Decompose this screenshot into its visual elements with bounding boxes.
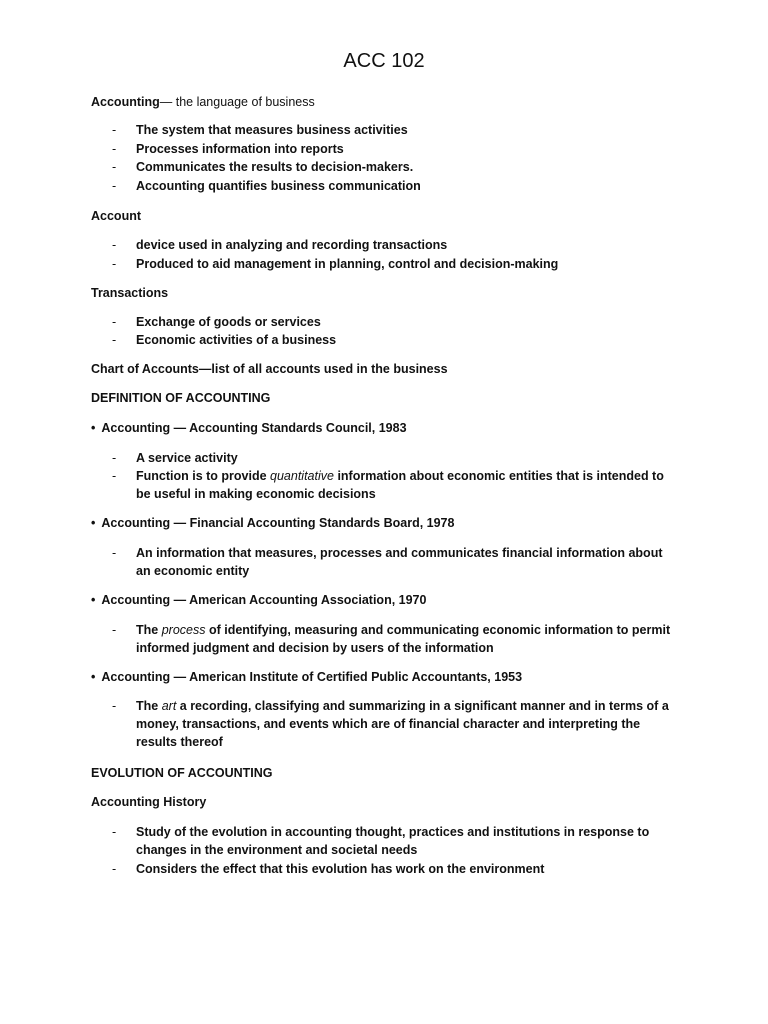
chart-of-accounts-term: Chart of Accounts bbox=[91, 362, 199, 376]
definition-source-fasb: • Accounting — Financial Accounting Standards Board, 1978 bbox=[91, 516, 455, 530]
document-page: ACC 102 Accounting— the language of business - The system that measures business activities - Processes information into reports - Communicates the results to decision-makers. - Accounting quantifies business communication Account - device used in analyzing and recording transactions - Produced to aid management in planning, control and decision-making Transactions - Exchange of goods or services - Economic activities of a business Chart of Accounts—list of all accounts used in the business DEFINITION OF ACCOUNTING • Accounting — Accounting Standards Council, 1983 - A service activity - Function is to provide quantitative information about economic entities that is intended to be useful in making economic decisions • Accounting — Financial Accounting Standards Board, 1978 - An information that measures, processes and communicates financial information about an economic entity • Accounting — American Accounting Association, 1970 - The process of identifying, measuring and communicating economic information to permit informed judgment and decision by users of the information • Accounting — American Institute of Certified Public Accountants, 1953 - The art a recording, classifying and summarizing in a significant manner and in terms of a money, transactions, and events which are of financial character and interpreting the results thereof EVOLUTION OF ACCOUNTING Accounting History - Study of the evolution in accounting thought, practices and institutions in response to changes in the environment and societal needs - Considers the effect that this evolution has work on the environment bbox=[0, 0, 768, 1024]
accounting-history-heading: Accounting History bbox=[91, 795, 207, 809]
transactions-heading: Transactions bbox=[91, 286, 169, 300]
emphasis-art: art bbox=[161, 699, 177, 713]
definition-source-asc: • Accounting — Accounting Standards Council, 1983 bbox=[91, 421, 407, 435]
accounting-definition: — the language of business bbox=[159, 95, 315, 109]
emphasis-process: process bbox=[161, 623, 206, 637]
emphasis-quantitative: quantitative bbox=[270, 469, 334, 483]
definition-source-aaa: • Accounting — American Accounting Association, 1970 bbox=[91, 593, 427, 607]
chart-of-accounts-line bbox=[91, 361, 448, 377]
definition-source-aicpa: • Accounting — American Institute of Certified Public Accountants, 1953 bbox=[91, 670, 523, 684]
definition-section-heading: DEFINITION OF ACCOUNTING bbox=[91, 391, 271, 405]
chart-of-accounts-definition: —list of all accounts used in the business bbox=[198, 362, 448, 376]
accounting-definition-line bbox=[91, 94, 315, 110]
account-heading: Account bbox=[91, 209, 141, 223]
document-title: ACC 102 bbox=[343, 50, 425, 72]
accounting-term: Accounting bbox=[91, 95, 160, 109]
evolution-section-heading: EVOLUTION OF ACCOUNTING bbox=[91, 766, 273, 780]
